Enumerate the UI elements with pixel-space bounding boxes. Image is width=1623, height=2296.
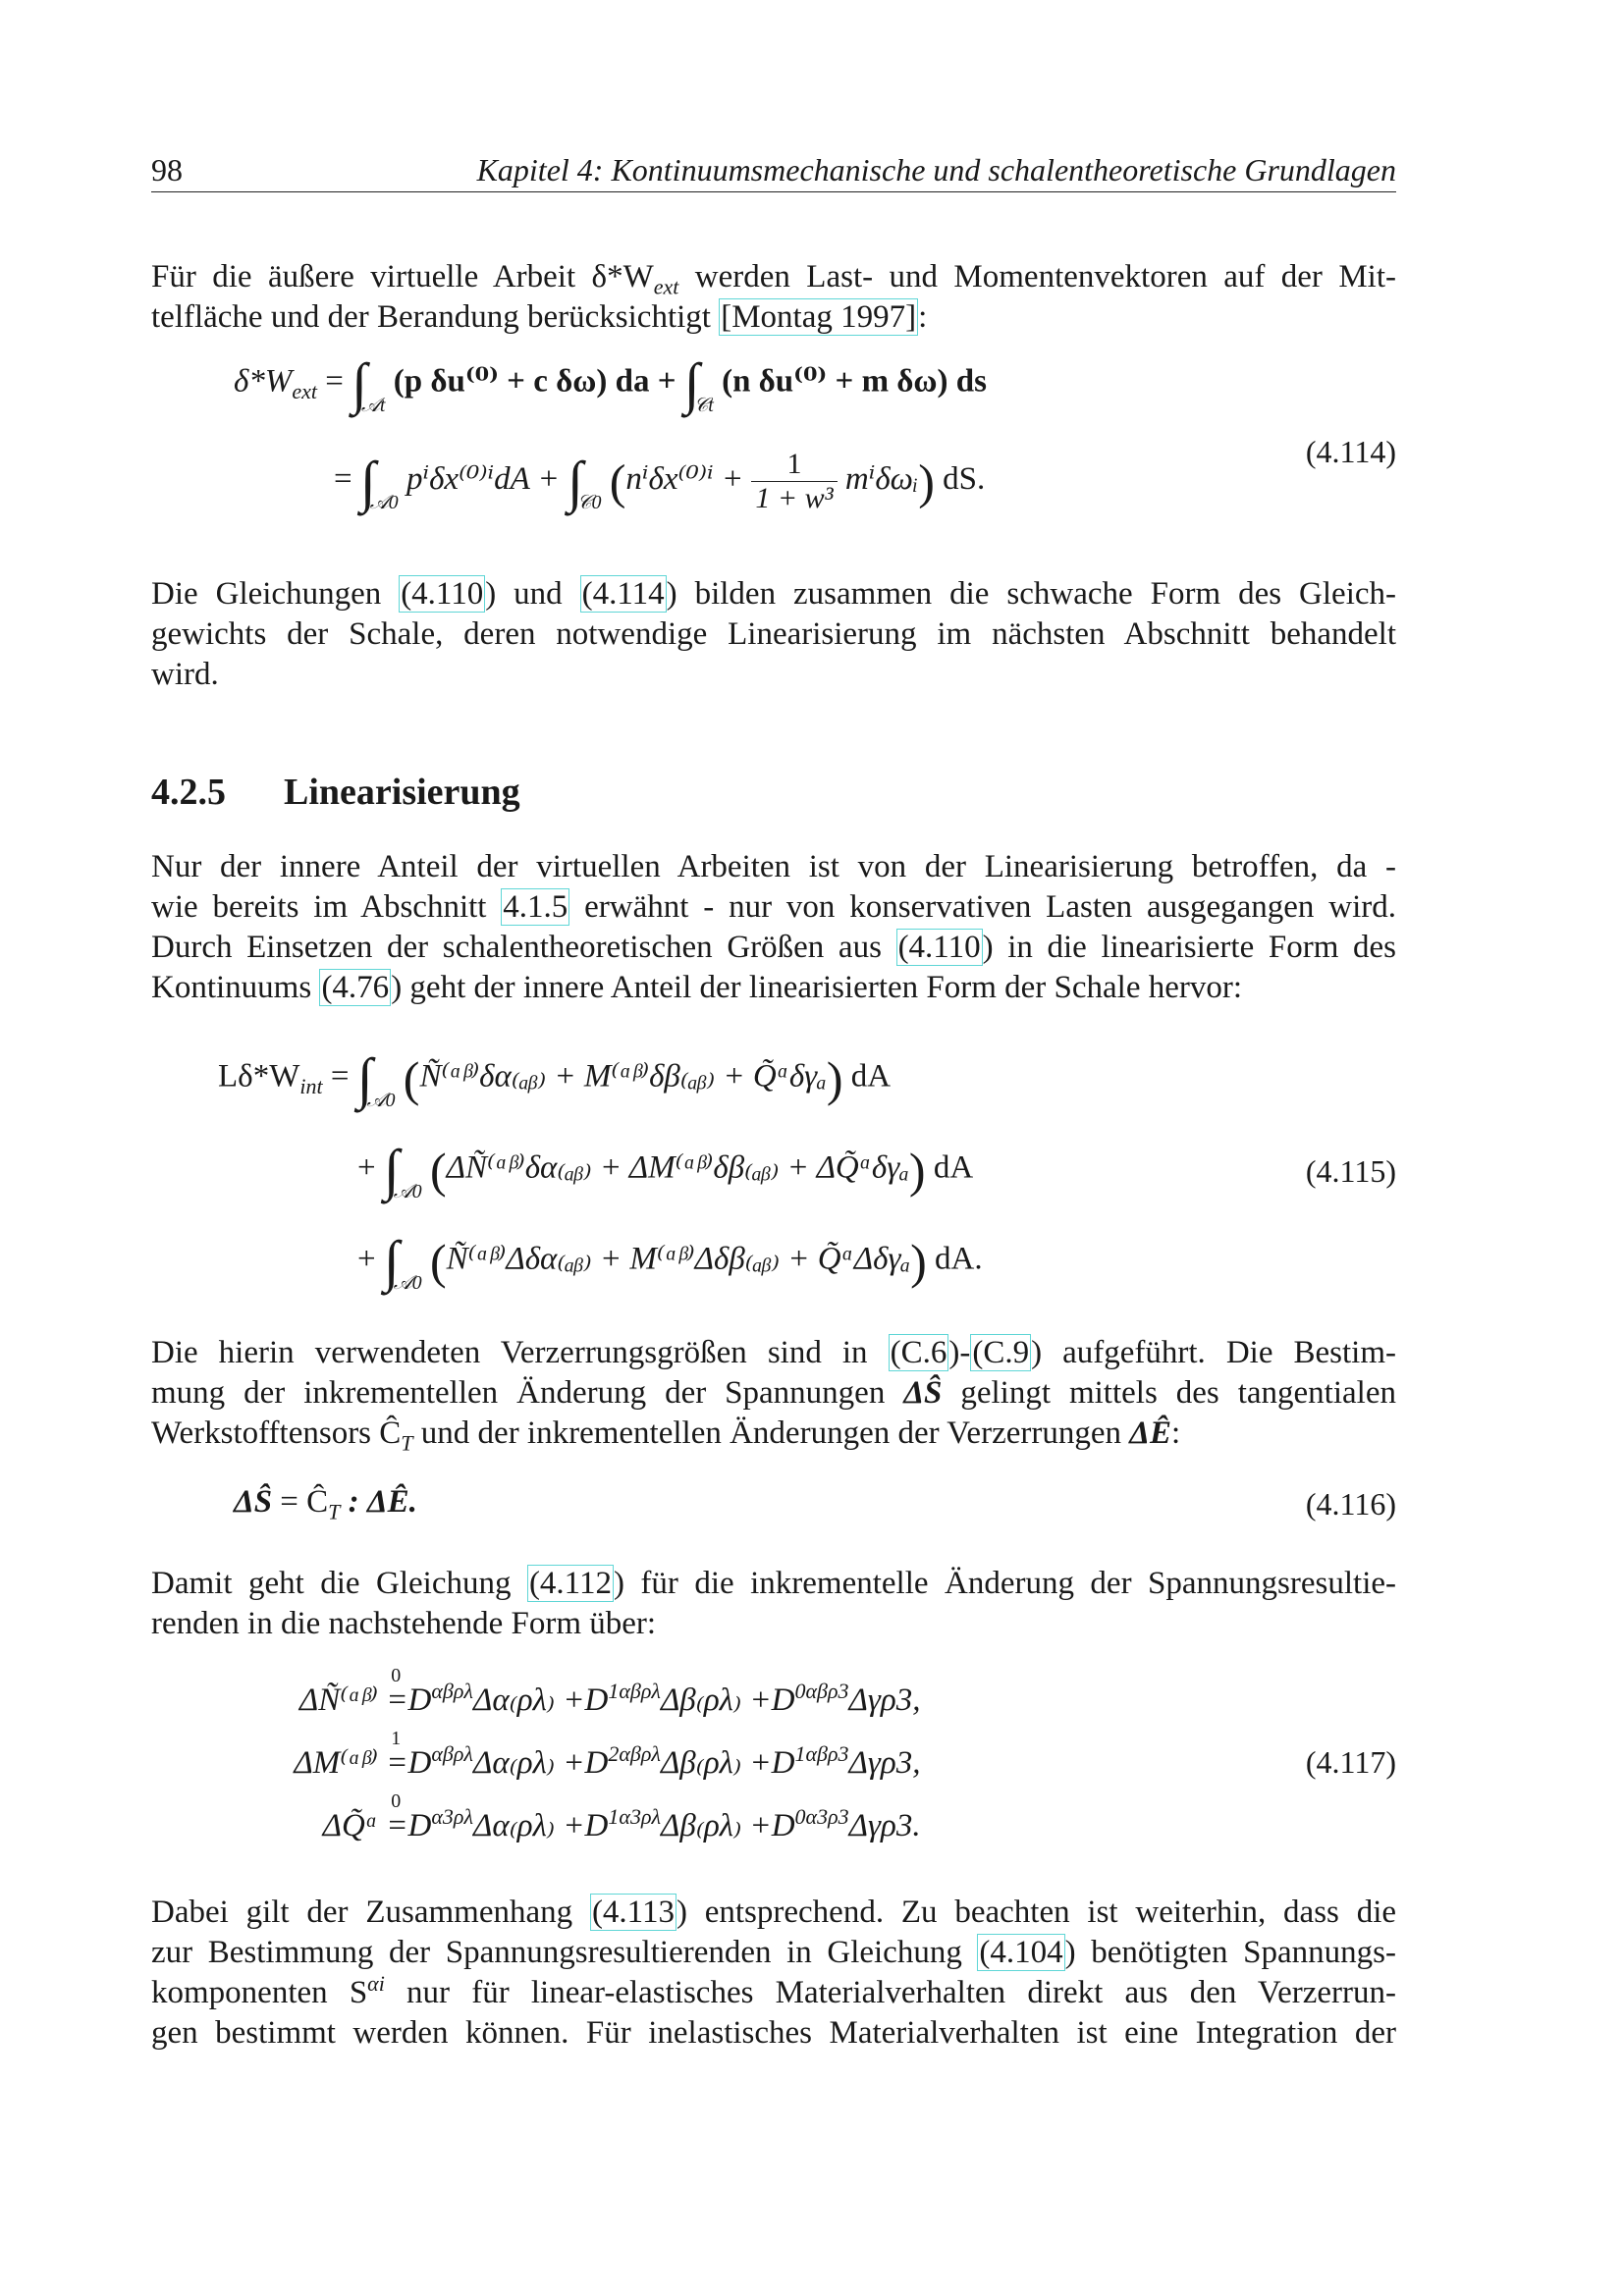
eq-term: ΔÑ⁽ᵅᵝ⁾δα₍ₐᵦ₎ + ΔM⁽ᵅᵝ⁾δβ₍ₐᵦ₎ + ΔQ̃ᵅδγₐ	[446, 1149, 909, 1186]
right-paren: )	[910, 1234, 927, 1289]
equation-link[interactable]: (4.110	[897, 930, 981, 965]
eq-term: Δα₍ρλ₎ +D	[472, 1745, 609, 1781]
text-span: werden Last- und Momentenvektoren auf der Mit-	[678, 259, 1396, 294]
eq-term: (p δu⁽⁰⁾ + c δω) da +	[393, 363, 676, 400]
eq-term: dS.	[943, 461, 986, 498]
eq-sign: =	[322, 1058, 350, 1095]
integral-sign: ∫	[383, 1229, 400, 1293]
section-title: Linearisierung	[284, 772, 520, 813]
superscript: αβρλ	[619, 1679, 661, 1703]
text-span: ) geht der innere Anteil der linearisierten Form der Schale hervor:	[391, 970, 1243, 1005]
equation-link[interactable]: (4.110	[401, 576, 484, 612]
text-span: ) aufgeführt. Die Bestim-	[1031, 1335, 1397, 1370]
superscript: α3ρ3	[805, 1804, 849, 1829]
equation-4-115-row-2	[357, 1138, 974, 1202]
accent-digit: 1	[608, 1804, 620, 1829]
left-paren: (	[429, 1143, 447, 1198]
superscript: αβρλ	[619, 1741, 661, 1766]
paragraph-linearization	[151, 847, 1396, 1008]
eq-lhs: ΔM⁽ᵅᵝ⁾	[294, 1745, 378, 1781]
superscript: α3ρλ	[619, 1804, 662, 1829]
text-span: Die hierin verwendeten Verzerrungsgrößen sind in	[151, 1335, 889, 1370]
eq-term: Δβ₍ρλ₎ +D	[660, 1745, 795, 1781]
equation-4-114-row-1	[234, 351, 987, 416]
integral-sign: ∫	[567, 449, 583, 513]
subscript: T	[401, 1430, 413, 1456]
left-paren: (	[429, 1234, 447, 1289]
paragraph-strain-quantities	[151, 1333, 1396, 1454]
integral-sign: ∫	[356, 1046, 373, 1110]
fraction-numerator: 1	[751, 448, 837, 482]
text-span: Werkstofftensors	[151, 1415, 380, 1451]
running-title: Kapitel 4: Kontinuumsmechanische und schalentheoretische Grundlagen	[476, 152, 1396, 187]
eq-term: dA.	[935, 1241, 983, 1277]
eq-lhs: ΔQ̃ᵅ	[322, 1808, 378, 1843]
eq-sign: +	[357, 1241, 376, 1277]
eq-symbol: =D	[386, 1745, 432, 1781]
eq-term: Δγρ3.	[848, 1808, 921, 1843]
eq-lhs: ΔŜ	[234, 1484, 273, 1520]
text-span: :	[918, 299, 928, 335]
text-span: ) für die inkrementelle Änderung der Spannungsresultie-	[613, 1566, 1396, 1601]
citation-link[interactable]: [Montag 1997]	[721, 299, 917, 335]
text-span: ) bilden zusammen die schwache Form des Gleich-	[666, 576, 1396, 612]
eq-term: Ñ⁽ᵅᵝ⁾δα₍ₐᵦ₎ + M⁽ᵅᵝ⁾δβ₍ₐᵦ₎ + Q̃ᵅδγₐ	[419, 1058, 827, 1095]
equation-4-115-row-1	[218, 1046, 892, 1111]
equation-4-114-row-2	[334, 448, 985, 515]
equation-number-4-116: (4.116)	[1305, 1486, 1396, 1522]
eq-term: nⁱδx⁽⁰⁾ⁱ +	[625, 461, 744, 498]
eq-term: Δγρ3,	[848, 1745, 921, 1781]
eq-lhs-sub: ext	[292, 379, 317, 404]
integral-sign: ∫	[352, 351, 368, 415]
equation-link[interactable]: (4.112	[528, 1566, 612, 1601]
eq-term: Δβ₍ρλ₎ +D	[661, 1808, 795, 1843]
eq-term: dA	[933, 1149, 974, 1186]
equation-4-116	[234, 1484, 417, 1524]
equation-number-4-115: (4.115)	[1305, 1153, 1396, 1189]
accent-digit: 0	[794, 1679, 806, 1703]
superscript: αβρλ	[431, 1679, 473, 1703]
text-span: Damit geht die Gleichung	[151, 1566, 527, 1601]
right-paren: )	[826, 1051, 843, 1106]
text-line: gen bestimmt werden können. Für inelastisches Materialverhalten ist eine Integration der	[151, 2015, 1396, 2051]
accent-digit: 1	[391, 1728, 402, 1749]
superscript: α3ρλ	[431, 1804, 473, 1829]
text-line: Nur der innere Anteil der virtuellen Arbeiten ist von der Linearisierung betroffen, da -	[151, 849, 1396, 884]
eq-symbol: =D	[386, 1808, 432, 1843]
paragraph-weak-form	[151, 574, 1396, 695]
text-span: mung der inkrementellen Änderung der Spannungen	[151, 1375, 904, 1411]
text-span: komponenten S	[151, 1975, 368, 2010]
eq-term	[386, 1728, 432, 1782]
eq-term: Ñ⁽ᵅᵝ⁾Δδα₍ₐᵦ₎ + M⁽ᵅᵝ⁾Δδβ₍ₐᵦ₎ + Q̃ᵅΔδγₐ	[446, 1241, 911, 1277]
accent-digit: 1	[608, 1679, 620, 1703]
page-number: 98	[151, 152, 183, 187]
equation-number-4-114: (4.114)	[1305, 434, 1396, 469]
equation-4-117-row-2	[239, 1728, 921, 1782]
superscript: αβρ3	[805, 1679, 849, 1703]
eq-term: Δβ₍ρλ₎ +D	[660, 1682, 795, 1718]
equation-number-4-117: (4.117)	[1305, 1744, 1396, 1780]
integral-limit: 𝒜0	[366, 1089, 396, 1111]
eq-term: pⁱδx⁽⁰⁾ⁱdA +	[406, 461, 560, 498]
eq-sign: +	[357, 1149, 376, 1186]
superscript: αβρλ	[431, 1741, 473, 1766]
equation-4-117-row-1	[239, 1665, 921, 1719]
text-span: Dabei gilt der Zusammenhang	[151, 1895, 590, 1930]
left-paren: (	[609, 454, 626, 509]
left-paren: (	[403, 1051, 420, 1106]
paragraph-stress-resultants	[151, 1564, 1396, 1644]
text-span: :	[1170, 1415, 1181, 1451]
subscript: ext	[653, 274, 679, 299]
section-number: 4.2.5	[151, 772, 226, 813]
superscript: αi	[367, 1971, 385, 1996]
paragraph-relationship	[151, 1893, 1396, 2054]
equation-4-115-row-3	[357, 1229, 983, 1294]
text-span: ) in die linearisierte Form des	[982, 930, 1396, 965]
eq-term: (n δu⁽⁰⁾ + m δω) ds	[722, 363, 987, 400]
accent-digit: 0	[391, 1790, 402, 1812]
integral-limit: 𝒞t	[693, 394, 714, 416]
accent-digit: 0	[391, 1665, 402, 1686]
math-symbol: ΔÊ	[1129, 1415, 1171, 1451]
text-span: Für die äußere virtuelle Arbeit δ*W	[151, 259, 654, 294]
text-span: und der inkrementellen Änderungen der Verzerrungen	[412, 1415, 1130, 1451]
page-header	[151, 152, 1396, 192]
math-symbol: ΔŜ	[903, 1375, 943, 1411]
eq-lhs: δ*W	[234, 363, 293, 400]
eq-lhs: Lδ*W	[218, 1058, 300, 1095]
math-symbol: Ĉ	[379, 1415, 402, 1451]
text-line: wird.	[151, 657, 219, 692]
eq-term: mⁱδωᵢ	[844, 461, 919, 498]
fraction	[751, 448, 837, 515]
equation-link[interactable]: (4.104	[979, 1935, 1063, 1970]
eq-term	[386, 1665, 432, 1719]
eq-sign: =	[317, 363, 344, 400]
integral-sign: ∫	[359, 449, 376, 513]
text-span: wie bereits im Abschnitt	[151, 889, 502, 925]
section-link[interactable]: 4.1.5	[503, 889, 568, 925]
equation-link[interactable]: (C.9	[972, 1335, 1030, 1370]
eq-sign: =	[334, 461, 352, 498]
fraction-denominator: 1 + w³	[755, 482, 834, 514]
eq-term: dA	[850, 1058, 892, 1095]
integral-limit: 𝒜0	[369, 492, 399, 514]
integral-limit: 𝒞0	[576, 492, 602, 514]
text-span: Kontinuums	[151, 970, 320, 1005]
equation-link[interactable]: (4.76	[321, 970, 390, 1005]
text-span: gelingt mittels des tangentialen	[942, 1375, 1396, 1411]
eq-term: Δα₍ρλ₎ +D	[472, 1682, 609, 1718]
text-span: ) benötigten Spannungs-	[1064, 1935, 1396, 1970]
paragraph-external-work	[151, 257, 1396, 338]
integral-sign: ∫	[683, 351, 700, 415]
text-span: zur Bestimmung der Spannungsresultierenden in Gleichung	[151, 1935, 978, 1970]
eq-term: : ΔÊ.	[340, 1484, 417, 1520]
text-line: renden in die nachstehende Form über:	[151, 1606, 657, 1641]
text-span: telfläche und der Berandung berücksichtigt	[151, 299, 720, 335]
accent-digit: 1	[794, 1741, 806, 1766]
eq-symbol: =D	[386, 1682, 432, 1718]
text-span: ) und	[485, 576, 580, 612]
eq-lhs-sub: int	[299, 1074, 323, 1099]
text-span: Die Gleichungen	[151, 576, 400, 612]
subscript: T	[328, 1499, 341, 1524]
text-span: ) entsprechend. Zu beachten ist weiterhin, dass die	[676, 1895, 1397, 1930]
accent-digit: 0	[794, 1804, 806, 1829]
text-span: nur für linear-elastisches Materialverhalten direkt aus den Verzerrun-	[384, 1975, 1396, 2010]
integral-sign: ∫	[383, 1138, 400, 1201]
eq-term: Δγρ3,	[848, 1682, 921, 1718]
equation-4-117-row-3	[239, 1790, 921, 1844]
eq-lhs: ΔÑ⁽ᵅᵝ⁾	[298, 1682, 378, 1718]
section-heading	[151, 771, 520, 814]
superscript: αβρ3	[805, 1741, 849, 1766]
text-span: )-	[948, 1335, 971, 1370]
equation-link[interactable]: (C.6	[890, 1335, 947, 1370]
integral-limit: 𝒜t	[361, 394, 386, 416]
eq-term: = Ĉ	[272, 1484, 329, 1520]
right-paren: )	[908, 1143, 926, 1198]
eq-term: Δα₍ρλ₎ +D	[473, 1808, 609, 1843]
equation-link[interactable]: (4.114	[581, 576, 665, 612]
equation-link[interactable]: (4.113	[591, 1895, 675, 1930]
text-line: gewichts der Schale, deren notwendige Linearisierung im nächsten Abschnitt behandelt	[151, 616, 1396, 652]
text-span: Durch Einsetzen der schalentheoretischen Größen aus	[151, 930, 896, 965]
accent-digit: 2	[608, 1741, 620, 1766]
right-paren: )	[918, 454, 935, 509]
eq-term	[386, 1790, 432, 1844]
integral-limit: 𝒜0	[393, 1180, 422, 1202]
integral-limit: 𝒜0	[393, 1271, 422, 1294]
text-span: erwähnt - nur von konservativen Lasten ausgegangen wird.	[569, 889, 1396, 925]
